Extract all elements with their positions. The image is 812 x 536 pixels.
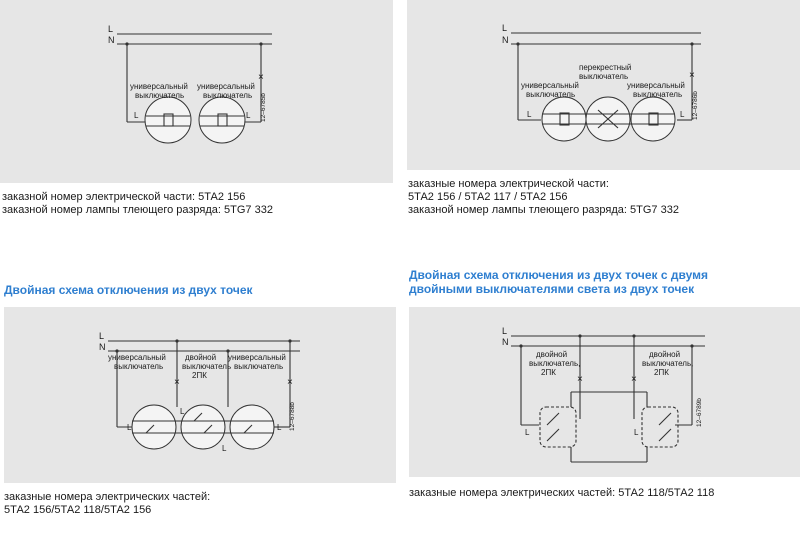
universal-switch-left (132, 405, 176, 449)
caption-line: заказные номера электрических частей: 5ТА2 118/5ТА2 118 (409, 487, 715, 499)
rail-n-label: N (502, 35, 509, 45)
switch-right-label-2: выключатель (633, 90, 683, 99)
switch-right-label-3: 2ПК (654, 368, 669, 377)
switch-l-right: L (634, 428, 639, 437)
svg-text:выключатель, (642, 359, 693, 368)
switch-l-middle-bottom: L (222, 444, 227, 453)
rail-n-label: N (99, 342, 106, 352)
rail-l-label: L (502, 326, 508, 336)
lamp-x-mark: × (689, 70, 695, 81)
svg-text:выключатель (526, 90, 575, 99)
switch-l-right: L (680, 110, 685, 119)
svg-text:выключатель (114, 362, 163, 371)
diagram-panel-2 (407, 0, 800, 170)
svg-text:двойной (649, 350, 680, 359)
switch-left-label-1: универсальный (108, 353, 166, 362)
switch-right-label-1: двойной (649, 350, 681, 359)
switch-l-right: L (277, 423, 282, 432)
rail-l-label: L (99, 331, 105, 341)
switch-left-label-1: двойной (536, 350, 568, 359)
switch-middle-label-3: 2ПК (192, 371, 207, 380)
x-mark-middle: × (174, 377, 180, 388)
svg-text:выключатель (579, 72, 628, 81)
rail-l-label: L (108, 24, 114, 34)
switch-l-middle-top: L (180, 407, 185, 416)
switch-left-label-2: выключатель (114, 362, 164, 371)
heading-line: двойными выключателями света из двух точек (409, 282, 695, 296)
caption-line: 5ТА2 156/5ТА2 118/5ТА2 156 (4, 504, 152, 516)
wiring-diagram-4 (409, 307, 800, 477)
switch-middle-label-2: выключатель (182, 362, 232, 371)
svg-text:выключатель, (529, 359, 580, 368)
switch-right-label-2: выключатель, (642, 359, 694, 368)
svg-text:выключатель (203, 91, 252, 100)
switch-l-left: L (134, 111, 139, 120)
wiring-diagram-2 (407, 0, 800, 170)
switch-middle-label-1: перекрестный (579, 63, 632, 72)
switch-l-left: L (527, 110, 532, 119)
svg-text:выключатель (135, 91, 184, 100)
caption-1 (2, 191, 273, 217)
switch-right-label-2: выключатель (203, 91, 253, 100)
universal-switch-left (542, 97, 586, 141)
diagram-panel-1 (0, 0, 393, 183)
svg-text:универсальный (108, 353, 166, 362)
switch-l-left: L (127, 423, 132, 432)
universal-switch-left (145, 97, 191, 143)
svg-text:универсальный (197, 82, 255, 91)
rail-n-label: N (502, 337, 509, 347)
switch-middle-label-2: выключатель (579, 72, 629, 81)
svg-text:выключатель (234, 362, 283, 371)
switch-right-label-2: выключатель (234, 362, 284, 371)
svg-text:выключатель (182, 362, 231, 371)
wiring-diagram-1 (0, 0, 393, 183)
section-heading-4 (409, 268, 708, 296)
switch-left-label-3: 2ПК (541, 368, 556, 377)
universal-switch-right (199, 97, 245, 143)
universal-switch-right (631, 97, 675, 141)
x-mark-left: × (577, 374, 583, 385)
x-mark-right: × (631, 374, 637, 385)
caption-line: заказной номер лампы тлеющего разряда: 5TG7 332 (2, 204, 273, 216)
svg-text:2ПК (541, 368, 556, 377)
caption-line: 5ТА2 156 / 5ТА2 117 / 5ТА2 156 (408, 191, 568, 203)
rail-n-label: N (108, 35, 115, 45)
switch-left-label-1: универсальный (130, 82, 188, 91)
caption-2 (408, 178, 679, 217)
svg-text:двойной (185, 353, 216, 362)
lamp-x-mark: × (258, 72, 264, 83)
svg-text:2ПК (192, 371, 207, 380)
diagram-code: 12–6789b (696, 398, 703, 427)
diagram-panel-4 (409, 307, 800, 477)
caption-line: заказные номера электрической части: (408, 178, 609, 190)
svg-text:универсальный (228, 353, 286, 362)
svg-text:двойной (536, 350, 567, 359)
switch-left-label-2: выключатель, (529, 359, 581, 368)
svg-text:универсальный (521, 81, 579, 90)
universal-switch-right (230, 405, 274, 449)
switch-left-label-2: выключатель (526, 90, 576, 99)
switch-right-label-1: универсальный (627, 81, 685, 90)
caption-line: заказной номер электрической части: 5ТА2 156 (2, 191, 246, 203)
x-mark-right: × (287, 377, 293, 388)
svg-text:перекрестный (579, 63, 631, 72)
double-switch (181, 405, 225, 449)
caption-4 (409, 487, 714, 500)
heading-line: Двойная схема отключения из двух точек с двумя (409, 268, 708, 282)
caption-line: заказные номера электрических частей: (4, 491, 211, 503)
svg-text:выключатель (633, 90, 682, 99)
switch-left-label-1: универсальный (521, 81, 579, 90)
caption-3 (4, 491, 210, 517)
svg-text:2ПК (654, 368, 669, 377)
switch-right-label-1: универсальный (228, 353, 286, 362)
switch-left-label-2: выключатель (135, 91, 185, 100)
double-switch-left (540, 407, 576, 447)
section-heading-3: Двойная схема отключения из двух точек (4, 283, 253, 297)
diagram-code: 12–6786b (692, 91, 699, 120)
switch-middle-label-1: двойной (185, 353, 217, 362)
rail-l-label: L (502, 23, 508, 33)
switch-l-left: L (525, 428, 530, 437)
switch-l-right: L (246, 111, 251, 120)
switch-right-label-1: универсальный (197, 82, 255, 91)
svg-text:универсальный (130, 82, 188, 91)
wiring-diagram-3 (4, 307, 396, 483)
caption-line: заказной номер лампы тлеющего разряда: 5TG7 332 (408, 204, 679, 216)
svg-text:универсальный (627, 81, 685, 90)
diagram-code: 12–6785b (260, 93, 267, 122)
diagram-panel-3 (4, 307, 396, 483)
diagram-code: 12–6788b (289, 402, 296, 431)
double-switch-right (642, 407, 678, 447)
